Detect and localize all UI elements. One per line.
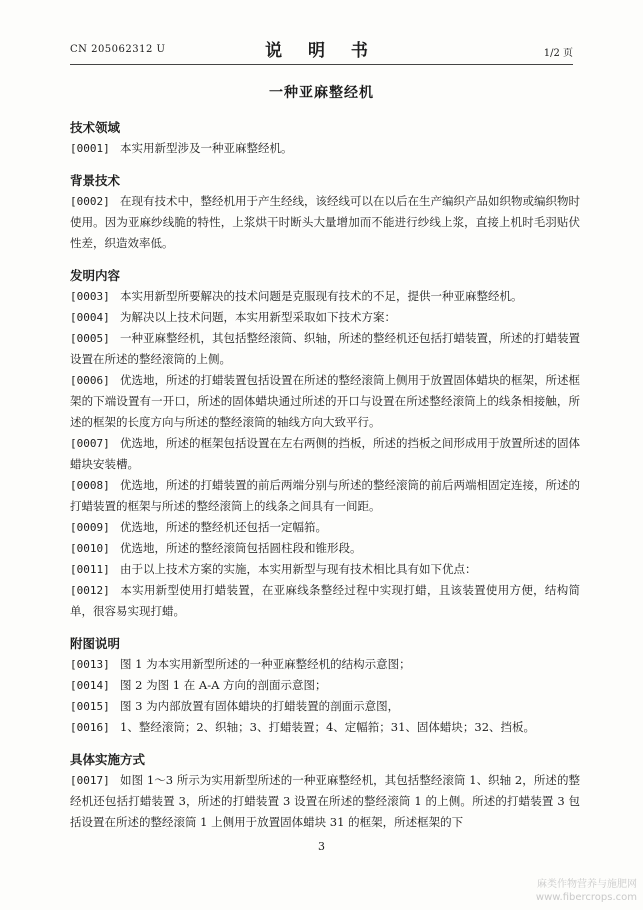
paragraph bbox=[70, 307, 580, 328]
document-title: 一种亚麻整经机 bbox=[269, 85, 374, 101]
page-number: 3 bbox=[318, 840, 325, 853]
paragraph bbox=[70, 654, 580, 675]
paragraph-text: 优选地，所述的整经滚筒包括圆柱段和锥形段。 bbox=[120, 541, 362, 555]
paragraph-number: [0017] bbox=[70, 774, 110, 787]
paragraph-text: 本实用新型使用打蜡装置，在亚麻线条整经过程中实现打蜡，且该装置使用方便，结构简单，很容易实现打蜡。 bbox=[70, 583, 580, 618]
section-heading: 背景技术 bbox=[70, 173, 121, 188]
section-heading: 具体实施方式 bbox=[70, 752, 146, 767]
section-heading: 技术领域 bbox=[70, 120, 121, 135]
paragraph bbox=[70, 138, 580, 159]
paragraph bbox=[70, 475, 580, 517]
paragraph bbox=[70, 328, 580, 370]
paragraph-number: [0010] bbox=[70, 542, 110, 555]
paragraph bbox=[70, 580, 580, 622]
paragraph-number: [0007] bbox=[70, 437, 110, 450]
paragraph-text: 由于以上技术方案的实施，本实用新型与现有技术相比具有如下优点： bbox=[120, 562, 477, 576]
paragraph-text: 为解决以上技术问题，本实用新型采取如下技术方案： bbox=[120, 310, 396, 324]
paragraph bbox=[70, 191, 580, 254]
paragraph-number: [0001] bbox=[70, 142, 110, 155]
paragraph bbox=[70, 538, 580, 559]
paragraph-text: 在现有技术中，整经机用于产生经线，该经线可以在以后在生产编织产品如织物或编织物时使用。因为亚麻纱线脆的特性，上浆烘干时断头大量增加而不能进行纱线上浆，直接上机时毛羽贴伏性差，织造效率低。 bbox=[70, 194, 580, 250]
section bbox=[70, 171, 580, 254]
paragraph bbox=[70, 286, 580, 307]
section bbox=[70, 634, 580, 738]
paragraph-number: [0012] bbox=[70, 584, 110, 597]
paragraph-text: 1、整经滚筒；2、织轴；3、打蜡装置；4、定幅筘；31、固体蜡块；32、挡板。 bbox=[120, 720, 536, 734]
paragraph bbox=[70, 696, 580, 717]
paragraph-number: [0006] bbox=[70, 374, 110, 387]
paragraph-text: 图 1 为本实用新型所述的一种亚麻整经机的结构示意图； bbox=[120, 657, 411, 671]
page-indicator: 1/2 页 bbox=[543, 48, 573, 59]
paragraph-text: 图 2 为图 1 在 A-A 方向的剖面示意图； bbox=[120, 678, 327, 692]
paragraph-number: [0009] bbox=[70, 521, 110, 534]
paragraph-text: 本实用新型所要解决的技术问题是克服现有技术的不足，提供一种亚麻整经机。 bbox=[120, 289, 523, 303]
section-spacer bbox=[70, 622, 580, 634]
paragraph-number: [0003] bbox=[70, 290, 110, 303]
paragraph-text: 优选地，所述的整经机还包括一定幅筘。 bbox=[120, 520, 327, 534]
paragraph-number: [0002] bbox=[70, 195, 110, 208]
paragraph-text: 图 3 为内部放置有固体蜡块的打蜡装置的剖面示意图， bbox=[120, 699, 400, 713]
document-number: CN 205062312 U bbox=[70, 44, 166, 55]
paragraph-number: [0004] bbox=[70, 311, 110, 324]
watermark-line-2: www.fibercrops.com bbox=[535, 892, 637, 903]
paragraph-text: 本实用新型涉及一种亚麻整经机。 bbox=[120, 141, 293, 155]
paragraph-number: [0015] bbox=[70, 700, 110, 713]
paragraph-number: [0013] bbox=[70, 658, 110, 671]
paragraph-text: 优选地，所述的打蜡装置的前后两端分别与所述的整经滚筒的前后两端相固定连接，所述的打蜡装置的框架与所述的整经滚筒上的线条之间具有一间距。 bbox=[70, 478, 580, 513]
section-heading: 附图说明 bbox=[70, 636, 121, 651]
section bbox=[70, 118, 580, 159]
watermark bbox=[536, 878, 637, 904]
paragraph-number: [0014] bbox=[70, 679, 110, 692]
paragraph bbox=[70, 559, 580, 580]
paragraph bbox=[70, 770, 580, 833]
paragraph-text: 如图 1～3 所示为实用新型所述的一种亚麻整经机，其包括整经滚筒 1、织轴 2，所述的整经机还包括打蜡装置 3，所述的打蜡装置 3 设置在所述的整经滚筒 1 的上侧。所述的打蜡装置 3 包括设置在所述的整经滚筒 1 上侧用于放置固体蜡块 31 的框架，所述框架的下 bbox=[70, 773, 580, 829]
watermark-line-1: 麻类作物营养与施肥网 bbox=[537, 879, 637, 890]
paragraph-text: 一种亚麻整经机，其包括整经滚筒、织轴，所述的整经机还包括打蜡装置，所述的打蜡装置设置在所述的整经滚筒的上侧。 bbox=[70, 331, 580, 366]
paragraph bbox=[70, 717, 580, 738]
paragraph-number: [0011] bbox=[70, 563, 110, 576]
paragraph-number: [0016] bbox=[70, 721, 110, 734]
paragraph-number: [0008] bbox=[70, 479, 110, 492]
document-body bbox=[70, 118, 580, 833]
document-type: 说 明 书 bbox=[265, 41, 378, 61]
section-heading: 发明内容 bbox=[70, 268, 121, 283]
paragraph bbox=[70, 517, 580, 538]
paragraph bbox=[70, 675, 580, 696]
page-header bbox=[70, 30, 573, 65]
paragraph-text: 优选地，所述的打蜡装置包括设置在所述的整经滚筒上侧用于放置固体蜡块的框架，所述框架的下端设置有一开口，所述的固体蜡块通过所述的开口与设置在所述整经滚筒上的线条相接触，所述的框架的长度方向与所述的整经滚筒的轴线方向大致平行。 bbox=[70, 373, 580, 429]
section bbox=[70, 266, 580, 622]
section-spacer bbox=[70, 254, 580, 266]
paragraph bbox=[70, 433, 580, 475]
section bbox=[70, 750, 580, 833]
paragraph-number: [0005] bbox=[70, 332, 110, 345]
section-spacer bbox=[70, 159, 580, 171]
section-spacer bbox=[70, 738, 580, 750]
paragraph-text: 优选地，所述的框架包括设置在左右两侧的挡板，所述的挡板之间形成用于放置所述的固体蜡块安装槽。 bbox=[70, 436, 580, 471]
paragraph bbox=[70, 370, 580, 433]
